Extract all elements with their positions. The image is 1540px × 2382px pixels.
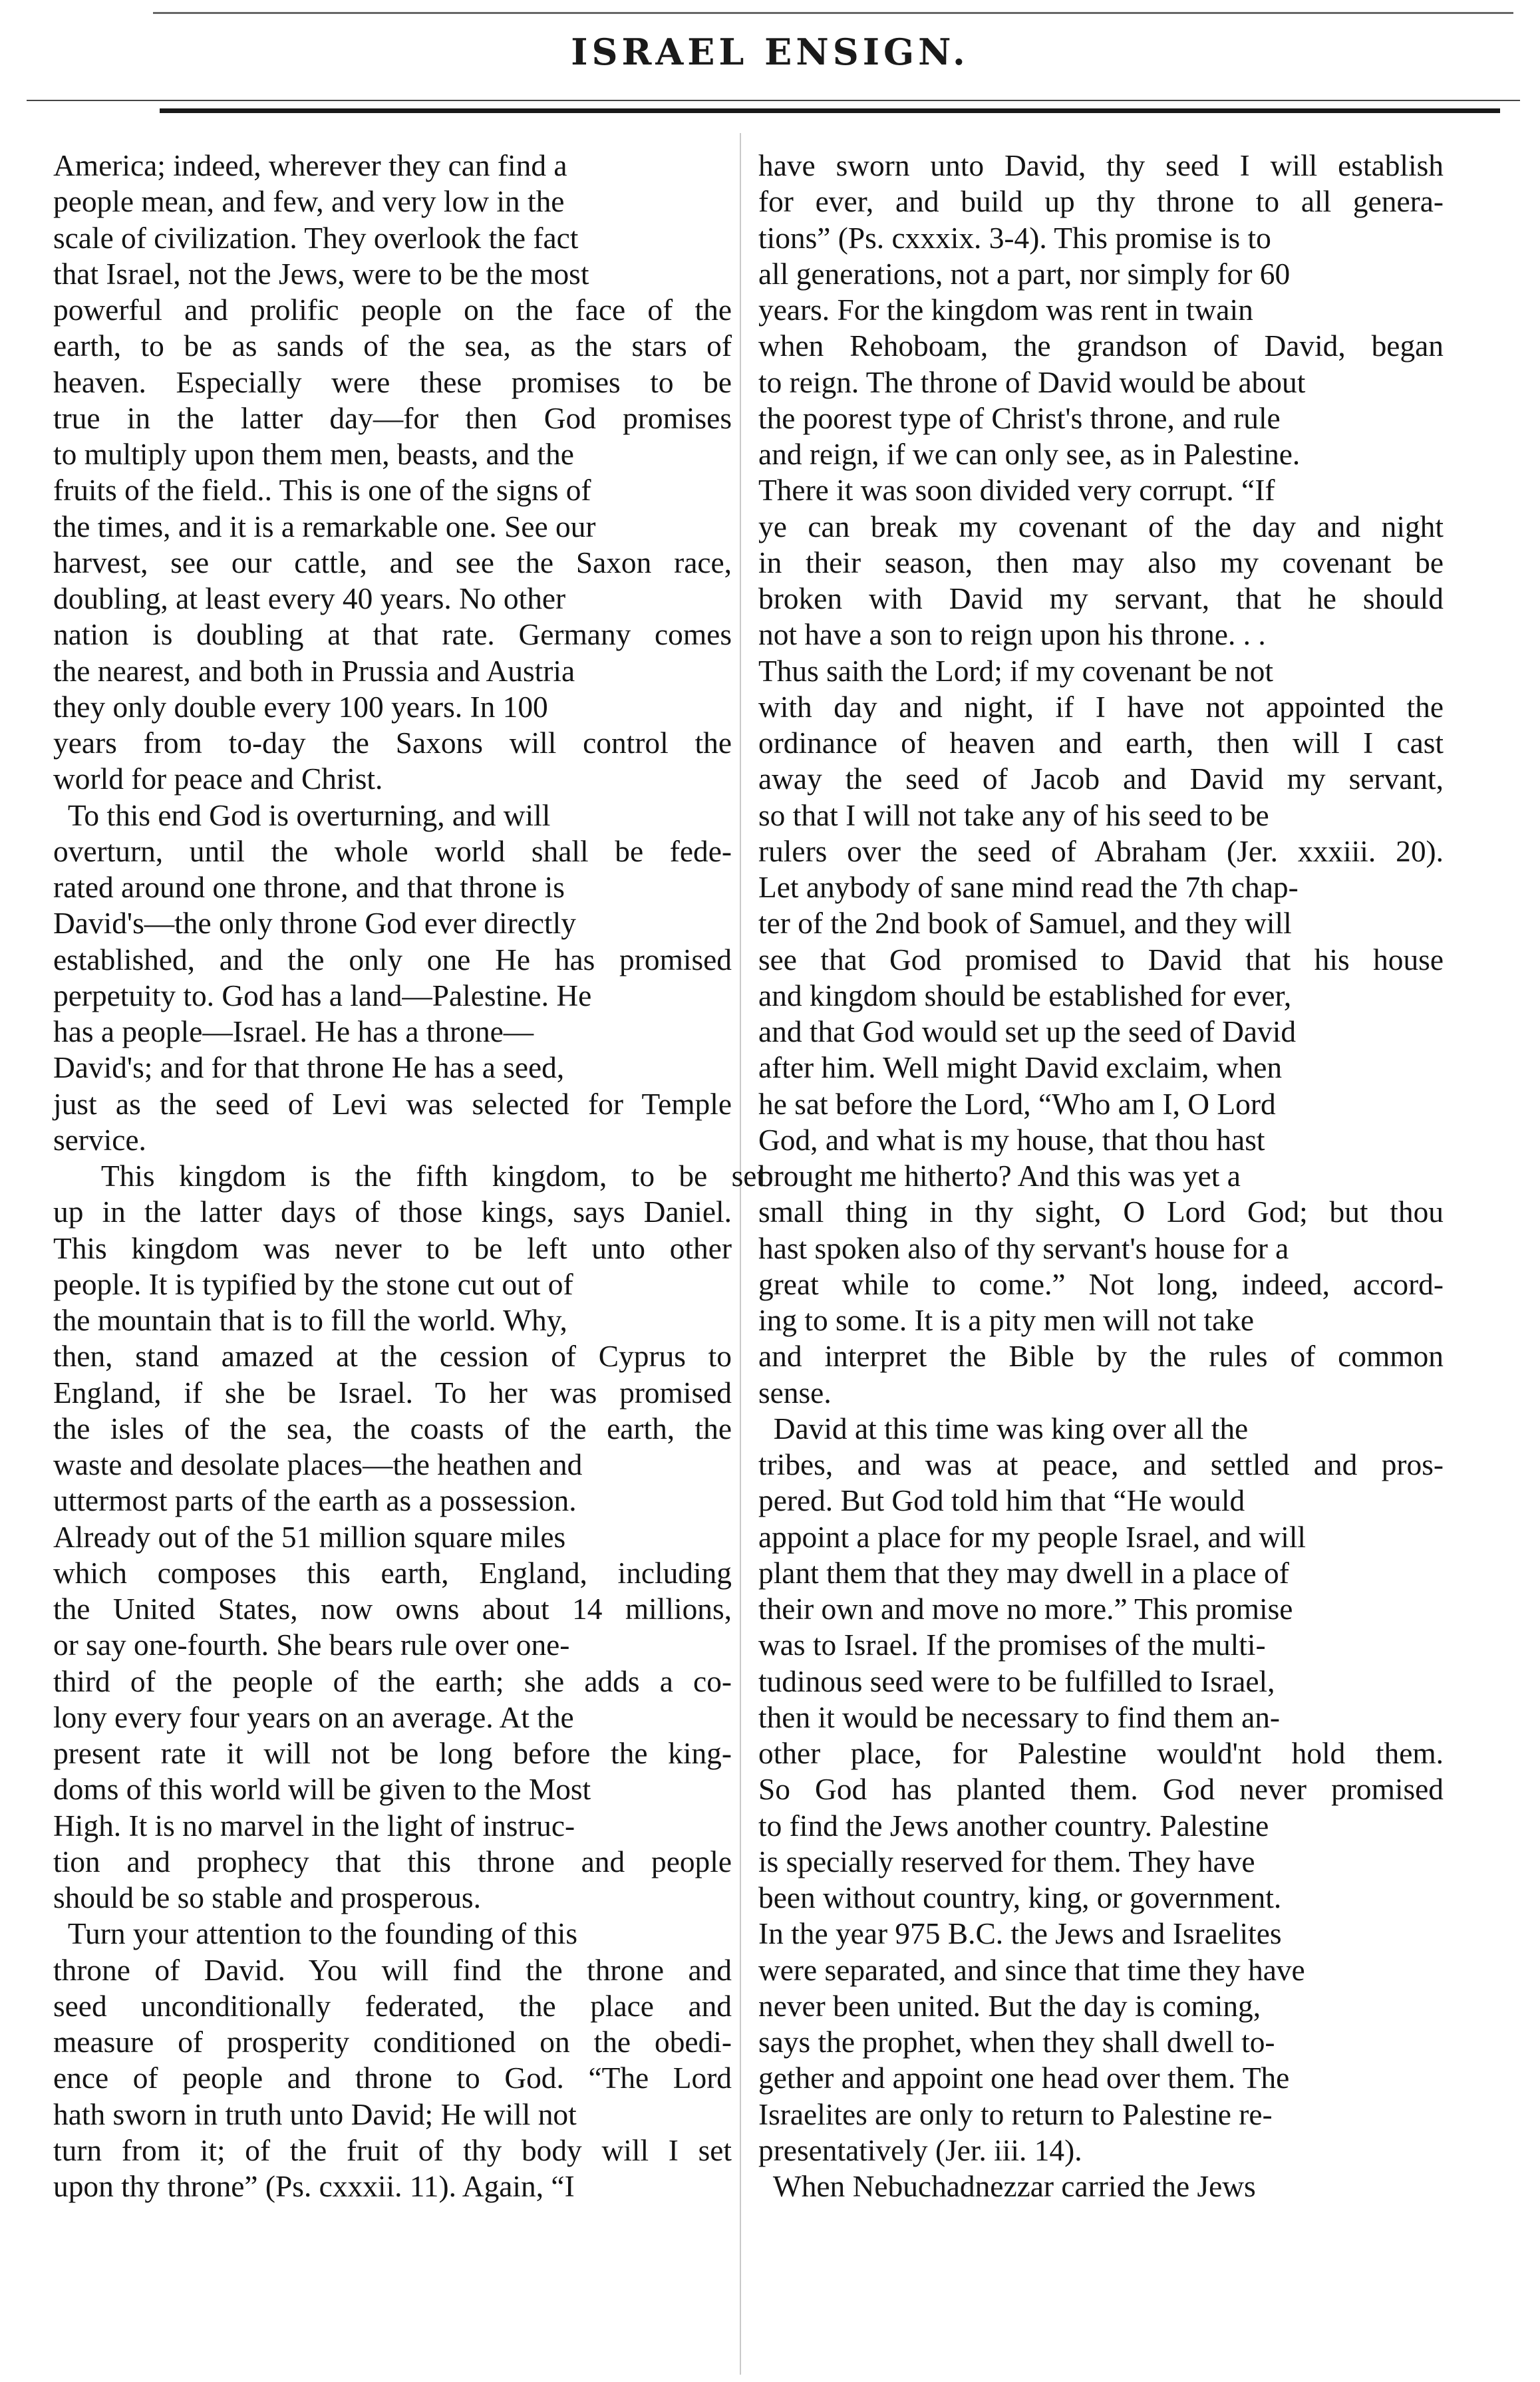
text-line: other place, for Palestine would'nt hold them. — [758, 1737, 1444, 1770]
text-line: so that I will not take any of his seed to be — [758, 798, 1269, 832]
text-line: the nearest, and both in Prussia and Austria — [53, 654, 575, 688]
text-line: uttermost parts of the earth as a possession. — [53, 1484, 577, 1518]
text-line: heaven. Especially were these promises to be — [53, 365, 732, 399]
text-line: rulers over the seed of Abraham (Jer. xxxiii. 20). — [758, 834, 1444, 868]
text-line: Already out of the 51 million square miles — [53, 1520, 566, 1554]
text-line: to multiply upon them men, beasts, and the — [53, 438, 574, 471]
text-line: tion and prophecy that this throne and people — [53, 1845, 732, 1878]
text-line: is specially reserved for them. They have — [758, 1845, 1255, 1878]
text-line: brought me hitherto? And this was yet a — [758, 1159, 1241, 1193]
text-line: then it would be necessary to find them an- — [758, 1700, 1281, 1734]
text-line: not have a son to reign upon his throne. . . — [758, 618, 1266, 652]
text-line: and reign, if we can only see, as in Palestine. — [758, 438, 1301, 471]
text-line: David's; and for that throne He has a seed, — [53, 1051, 565, 1085]
text-line: America; indeed, wherever they can find a — [53, 149, 567, 182]
text-line: for ever, and build up thy throne to all genera- — [758, 185, 1444, 219]
text-line: sense. — [758, 1376, 832, 1410]
text-line: ordinance of heaven and earth, then will I cast — [758, 726, 1444, 760]
text-line: and kingdom should be established for ever, — [758, 978, 1292, 1012]
text-line: people mean, and few, and very low in the — [53, 185, 565, 219]
text-line: see that God promised to David that his house — [758, 943, 1444, 976]
text-line: perpetuity to. God has a land—Palestine. He — [53, 978, 592, 1012]
text-line: nation is doubling at that rate. Germany comes — [53, 618, 732, 652]
text-line: to find the Jews another country. Palestine — [758, 1809, 1269, 1843]
text-line: after him. Well might David exclaim, when — [758, 1051, 1283, 1085]
text-line: Let anybody of sane mind read the 7th chap- — [758, 871, 1299, 904]
text-line: tions” (Ps. cxxxix. 3-4). This promise is to — [758, 221, 1271, 255]
text-line: presentatively (Jer. iii. 14). — [758, 2133, 1082, 2167]
text-line: God, and what is my house, that thou hast — [758, 1123, 1265, 1157]
text-line: tudinous seed were to be fulfilled to Israel, — [758, 1664, 1275, 1698]
text-line: when Rehoboam, the grandson of David, began — [758, 329, 1444, 363]
text-line: ter of the 2nd book of Samuel, and they will — [758, 907, 1292, 941]
text-line: the mountain that is to fill the world. Why, — [53, 1304, 567, 1337]
text-line: seed unconditionally federated, the place and — [53, 1989, 732, 2023]
text-line: they only double every 100 years. In 100 — [53, 690, 548, 724]
text-line: appoint a place for my people Israel, and will — [758, 1520, 1307, 1554]
right-column — [758, 148, 1444, 2204]
text-line: David's—the only throne God ever directly — [53, 907, 576, 941]
text-line: gether and appoint one head over them. The — [758, 2061, 1290, 2095]
text-line: In the year 975 B.C. the Jews and Israelites — [758, 1917, 1282, 1951]
masthead — [0, 0, 1540, 123]
text-line: just as the seed of Levi was selected for Temple — [53, 1087, 732, 1121]
text-line: turn from it; of the fruit of thy body will I set — [53, 2133, 732, 2167]
text-line: been without country, king, or government. — [758, 1881, 1282, 1914]
text-line: established, and the only one He has promised — [53, 943, 732, 976]
text-line: This kingdom was never to be left unto other — [53, 1231, 732, 1265]
text-line: which composes this earth, England, including — [53, 1556, 732, 1590]
text-line: has a people—Israel. He has a throne— — [53, 1015, 534, 1048]
text-line: or say one-fourth. She bears rule over one- — [53, 1628, 570, 1662]
left-column — [53, 148, 766, 2204]
text-line: overturn, until the whole world shall be fede- — [53, 834, 732, 868]
text-line: present rate it will not be long before the king- — [53, 1737, 732, 1770]
text-line: and that God would set up the seed of David — [758, 1015, 1297, 1048]
text-line: the poorest type of Christ's throne, and rule — [758, 401, 1281, 435]
text-line: doms of this world will be given to the Most — [53, 1773, 591, 1807]
text-line: ye can break my covenant of the day and night — [758, 510, 1444, 543]
text-line: years from to-day the Saxons will control the — [53, 726, 732, 760]
text-line: that Israel, not the Jews, were to be the most — [53, 257, 589, 291]
text-line: years. For the kingdom was rent in twain — [758, 293, 1253, 327]
text-line: harvest, see our cattle, and see the Saxon race, — [53, 545, 732, 579]
text-line: have sworn unto David, thy seed I will establish — [758, 149, 1444, 182]
text-line: in their season, then may also my covenant be — [758, 545, 1444, 579]
text-line: should be so stable and prosperous. — [53, 1881, 481, 1914]
text-line: he sat before the Lord, “Who am I, O Lord — [758, 1087, 1276, 1121]
text-line: all generations, not a part, nor simply for 60 — [758, 257, 1291, 291]
text-line: the United States, now owns about 14 millions, — [53, 1592, 732, 1626]
text-line: To this end God is overturning, and will — [53, 798, 551, 832]
text-line: away the seed of Jacob and David my servant, — [758, 762, 1444, 796]
text-line: Israelites are only to return to Palestine re- — [758, 2097, 1273, 2131]
text-line: the isles of the sea, the coasts of the earth, the — [53, 1412, 732, 1445]
text-line: rated around one throne, and that throne is — [53, 871, 565, 904]
header-thick-rule — [160, 108, 1500, 113]
text-line: scale of civilization. They overlook the fact — [53, 221, 579, 255]
text-line: then, stand amazed at the cession of Cyprus to — [53, 1340, 732, 1374]
text-line: says the prophet, when they shall dwell to- — [758, 2025, 1275, 2059]
text-line: There it was soon divided very corrupt. “If — [758, 474, 1275, 508]
text-line: with day and night, if I have not appointed the — [758, 690, 1444, 724]
text-line: to reign. The throne of David would be about — [758, 365, 1306, 399]
text-line: the times, and it is a remarkable one. See our — [53, 510, 596, 543]
text-line: were separated, and since that time they have — [758, 1953, 1305, 1987]
text-line: broken with David my servant, that he should — [758, 582, 1444, 615]
text-line: small thing in thy sight, O Lord God; but thou — [758, 1195, 1444, 1229]
text-line: tribes, and was at peace, and settled and pros- — [758, 1448, 1444, 1481]
text-line: true in the latter day—for then God promises — [53, 401, 732, 435]
text-line: people. It is typified by the stone cut out of — [53, 1267, 573, 1301]
text-line: up in the latter days of those kings, says Daniel. — [53, 1195, 732, 1229]
text-line: great while to come.” Not long, indeed, accord- — [758, 1267, 1444, 1301]
text-line: So God has planted them. God never promised — [758, 1773, 1444, 1807]
text-line: ing to some. It is a pity men will not take — [758, 1304, 1255, 1337]
text-line: throne of David. You will find the throne and — [53, 1953, 732, 1987]
text-line: was to Israel. If the promises of the multi- — [758, 1628, 1266, 1662]
text-line: David at this time was king over all the — [758, 1412, 1249, 1445]
text-line: High. It is no marvel in the light of instruc- — [53, 1809, 575, 1843]
text-line: hast spoken also of thy servant's house for a — [758, 1231, 1289, 1265]
text-line: measure of prosperity conditioned on the obedi- — [53, 2025, 732, 2059]
text-line: hath sworn in truth unto David; He will not — [53, 2097, 577, 2131]
text-line: Thus saith the Lord; if my covenant be not — [758, 654, 1273, 688]
text-line: and interpret the Bible by the rules of common — [758, 1340, 1444, 1374]
text-line: world for peace and Christ. — [53, 762, 383, 796]
top-rule — [153, 12, 1513, 14]
text-line: pered. But God told him that “He would — [758, 1484, 1245, 1518]
running-head: ISRAEL ENSIGN. — [571, 31, 969, 73]
text-line: fruits of the field.. This is one of the signs of — [53, 474, 591, 508]
text-line: powerful and prolific people on the face of the — [53, 293, 732, 327]
text-line: upon thy throne” (Ps. cxxxii. 11). Again, “I — [53, 2170, 575, 2203]
text-line: England, if she be Israel. To her was promised — [53, 1376, 732, 1410]
header-thin-rule — [27, 100, 1520, 101]
text-line: service. — [53, 1123, 146, 1157]
text-line: Turn your attention to the founding of this — [53, 1917, 578, 1951]
text-line: This kingdom is the fifth kingdom, to be set — [53, 1159, 766, 1193]
text-line: their own and move no more.” This promise — [758, 1592, 1293, 1626]
text-line: lony every four years on an average. At the — [53, 1700, 574, 1734]
text-line: earth, to be as sands of the sea, as the stars of — [53, 329, 732, 363]
text-line: plant them that they may dwell in a place of — [758, 1556, 1289, 1590]
text-line: ence of people and throne to God. “The Lord — [53, 2061, 732, 2095]
text-line: doubling, at least every 40 years. No other — [53, 582, 566, 615]
text-line: third of the people of the earth; she adds a co- — [53, 1664, 732, 1698]
text-line: never been united. But the day is coming, — [758, 1989, 1261, 2023]
text-line: waste and desolate places—the heathen and — [53, 1448, 583, 1481]
text-line: When Nebuchadnezzar carried the Jews — [758, 2170, 1256, 2203]
column-divider — [740, 133, 741, 2375]
